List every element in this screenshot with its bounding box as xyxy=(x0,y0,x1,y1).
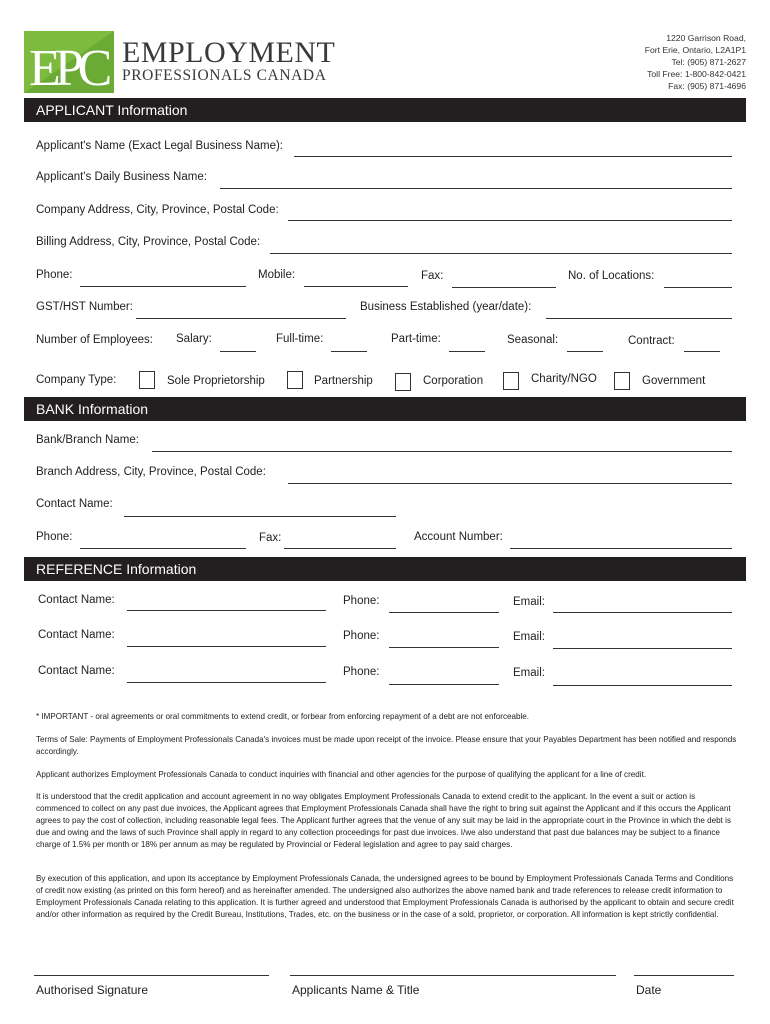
salary-field[interactable] xyxy=(220,351,256,352)
reference-contact-field[interactable] xyxy=(127,646,326,647)
bank-fax-field[interactable] xyxy=(284,548,396,549)
logo-mark xyxy=(24,31,114,93)
reference-phone-label: Phone: xyxy=(343,630,380,642)
brand-name: EMPLOYMENT xyxy=(122,36,336,69)
tel-line: Tel: (905) 871-2627 xyxy=(671,57,746,67)
reference-contact-field[interactable] xyxy=(127,610,326,611)
sole-proprietorship-checkbox[interactable] xyxy=(139,371,155,389)
address-line: 1220 Garrison Road, xyxy=(666,33,746,43)
billing-address-field[interactable] xyxy=(270,253,732,254)
reference-phone-field[interactable] xyxy=(389,684,499,685)
seasonal-label: Seasonal: xyxy=(507,334,559,346)
billing-address-label: Billing Address, City, Province, Postal Code: xyxy=(36,236,261,248)
bank-contact-field[interactable] xyxy=(124,516,396,517)
address-line: Fort Erie, Ontario, L2A1P1 xyxy=(644,45,746,55)
applicant-name-title-field[interactable] xyxy=(290,975,616,976)
account-number-label: Account Number: xyxy=(414,531,503,543)
locations-field[interactable] xyxy=(664,287,732,288)
bank-contact-label: Contact Name: xyxy=(36,498,113,510)
reference-contact-label: Contact Name: xyxy=(38,629,115,641)
government-label: Government xyxy=(642,375,706,387)
execution-paragraph: By execution of this application, and upon its acceptance by Employment Professionals Canada, the undersigned agrees to be bound by Employment Professionals Canada Terms and Conditions of credit now existing (as printed on this form hereof) and as hereinafter amended. The undersigned also authorizes the above named bank and trade references to release credit information to Employment Professionals Canada relating to this application. It is further agreed and understood that Employment Professionals Canada is authorised by the applicant to obtain and secure credit and/or other information as required by the Credit Bureau, Institutions, Trades, etc. on the business or in the case of a sold, proprietor, or corporation. All information is kept strictly confidential. xyxy=(36,874,734,919)
reference-email-label: Email: xyxy=(513,631,545,643)
applicant-name-label: Applicant's Name (Exact Legal Business Name): xyxy=(36,140,283,152)
bank-branch-name-field[interactable] xyxy=(152,451,732,452)
partnership-label: Partnership xyxy=(314,375,373,387)
corporation-checkbox[interactable] xyxy=(395,373,411,391)
mobile-label: Mobile: xyxy=(258,269,296,281)
established-label: Business Established (year/date): xyxy=(360,301,532,313)
reference-contact-label: Contact Name: xyxy=(38,594,115,606)
reference-section-header: REFERENCE Information xyxy=(24,557,746,581)
fax-label: Fax: xyxy=(421,270,444,282)
contract-label: Contract: xyxy=(628,335,675,347)
salary-label: Salary: xyxy=(176,333,212,345)
company-address-label: Company Address, City, Province, Postal Code: xyxy=(36,204,279,216)
applicant-section-header: APPLICANT Information xyxy=(24,98,746,122)
reference-phone-field[interactable] xyxy=(389,612,499,613)
applicant-name-title-label: Applicants Name & Title xyxy=(292,983,420,997)
reference-email-label: Email: xyxy=(513,667,545,679)
understanding-paragraph: It is understood that the credit application and account agreement in no way obligates Employment Professionals Canada to extend credit to the applicant. In the event a suit or action is commenced to collect on any past due invoices, the Applicant agrees that Employment Professionals Canada shall have the right to bring suit against the Applicant and if this occurs the Applicant agrees to pay the cost of collection, including reasonable legal fees. The Applicant further agrees that the venue of any suit may be laid in the appropriate court in the Province in which the debt is due and owing and the laws of such Province shall apply in regard to any collection proceedings for past due invoices. I/we also understand that past due balances may be subject to a finance charge of 1.5% per month or 18% per annum as may be regulated by Provincial or Federal legislation and agree to pay said charges. xyxy=(36,792,731,849)
phone-label: Phone: xyxy=(36,269,73,281)
reference-contact-label: Contact Name: xyxy=(38,665,115,677)
daily-business-name-label: Applicant's Daily Business Name: xyxy=(36,171,207,183)
date-field[interactable] xyxy=(634,975,734,976)
authorised-signature-label: Authorised Signature xyxy=(36,983,149,997)
charity-ngo-label: Charity/NGO xyxy=(531,373,597,385)
gst-field[interactable] xyxy=(136,318,346,319)
fulltime-field[interactable] xyxy=(331,351,367,352)
company-address-field[interactable] xyxy=(288,220,732,221)
parttime-field[interactable] xyxy=(449,351,485,352)
reference-email-field[interactable] xyxy=(553,612,732,613)
bank-section-header: BANK Information xyxy=(24,397,746,421)
reference-phone-label: Phone: xyxy=(343,595,380,607)
sole-proprietorship-label: Sole Proprietorship xyxy=(167,375,265,387)
account-number-field[interactable] xyxy=(510,548,732,549)
gst-label: GST/HST Number: xyxy=(36,301,133,313)
company-address xyxy=(645,32,746,92)
reference-email-field[interactable] xyxy=(553,648,732,649)
reference-email-field[interactable] xyxy=(553,685,732,686)
fax-line: Fax: (905) 871-4696 xyxy=(668,81,746,91)
government-checkbox[interactable] xyxy=(614,372,630,390)
bank-branch-name-label: Bank/Branch Name: xyxy=(36,434,139,446)
bank-fax-label: Fax: xyxy=(259,532,282,544)
branch-address-field[interactable] xyxy=(288,483,732,484)
corporation-label: Corporation xyxy=(423,375,484,387)
mobile-field[interactable] xyxy=(304,286,408,287)
brand-subtitle: PROFESSIONALS CANADA xyxy=(122,67,327,84)
partnership-checkbox[interactable] xyxy=(287,371,303,389)
daily-business-name-field[interactable] xyxy=(220,188,732,189)
charity-ngo-checkbox[interactable] xyxy=(503,372,519,390)
parttime-label: Part-time: xyxy=(391,333,441,345)
fulltime-label: Full-time: xyxy=(276,333,324,345)
employees-label: Number of Employees: xyxy=(36,334,153,346)
date-label: Date xyxy=(636,983,662,997)
reference-phone-field[interactable] xyxy=(389,647,499,648)
logo-letters: EPC xyxy=(29,40,107,93)
bank-phone-label: Phone: xyxy=(36,531,73,543)
reference-phone-label: Phone: xyxy=(343,666,380,678)
branch-address-label: Branch Address, City, Province, Postal Code: xyxy=(36,466,266,478)
locations-label: No. of Locations: xyxy=(568,270,655,282)
reference-email-label: Email: xyxy=(513,596,545,608)
bank-phone-field[interactable] xyxy=(80,548,246,549)
important-notice: * IMPORTANT - oral agreements or oral commitments to extend credit, or forbear from enforcing repayment of a debt are not enforceable. xyxy=(36,712,530,721)
toll-free-line: Toll Free: 1-800-842-0421 xyxy=(647,69,746,79)
company-type-label: Company Type: xyxy=(36,374,117,386)
established-field[interactable] xyxy=(546,318,732,319)
terms-of-sale: Terms of Sale: Payments of Employment Professionals Canada's invoices must be made upon receipt of the invoice. Please ensure that your Payables Department has been notified and responds accordingly. xyxy=(36,735,737,756)
phone-field[interactable] xyxy=(80,286,246,287)
applicant-name-field[interactable] xyxy=(294,156,732,157)
authorised-signature-field[interactable] xyxy=(34,975,269,976)
authorization-paragraph: Applicant authorizes Employment Professionals Canada to conduct inquiries with financial and other agencies for the purpose of qualifying the applicant for a line of credit. xyxy=(36,770,647,779)
company-logo xyxy=(24,31,114,93)
seasonal-field[interactable] xyxy=(567,351,603,352)
reference-contact-field[interactable] xyxy=(127,682,326,683)
contract-field[interactable] xyxy=(684,351,720,352)
fax-field[interactable] xyxy=(452,287,556,288)
